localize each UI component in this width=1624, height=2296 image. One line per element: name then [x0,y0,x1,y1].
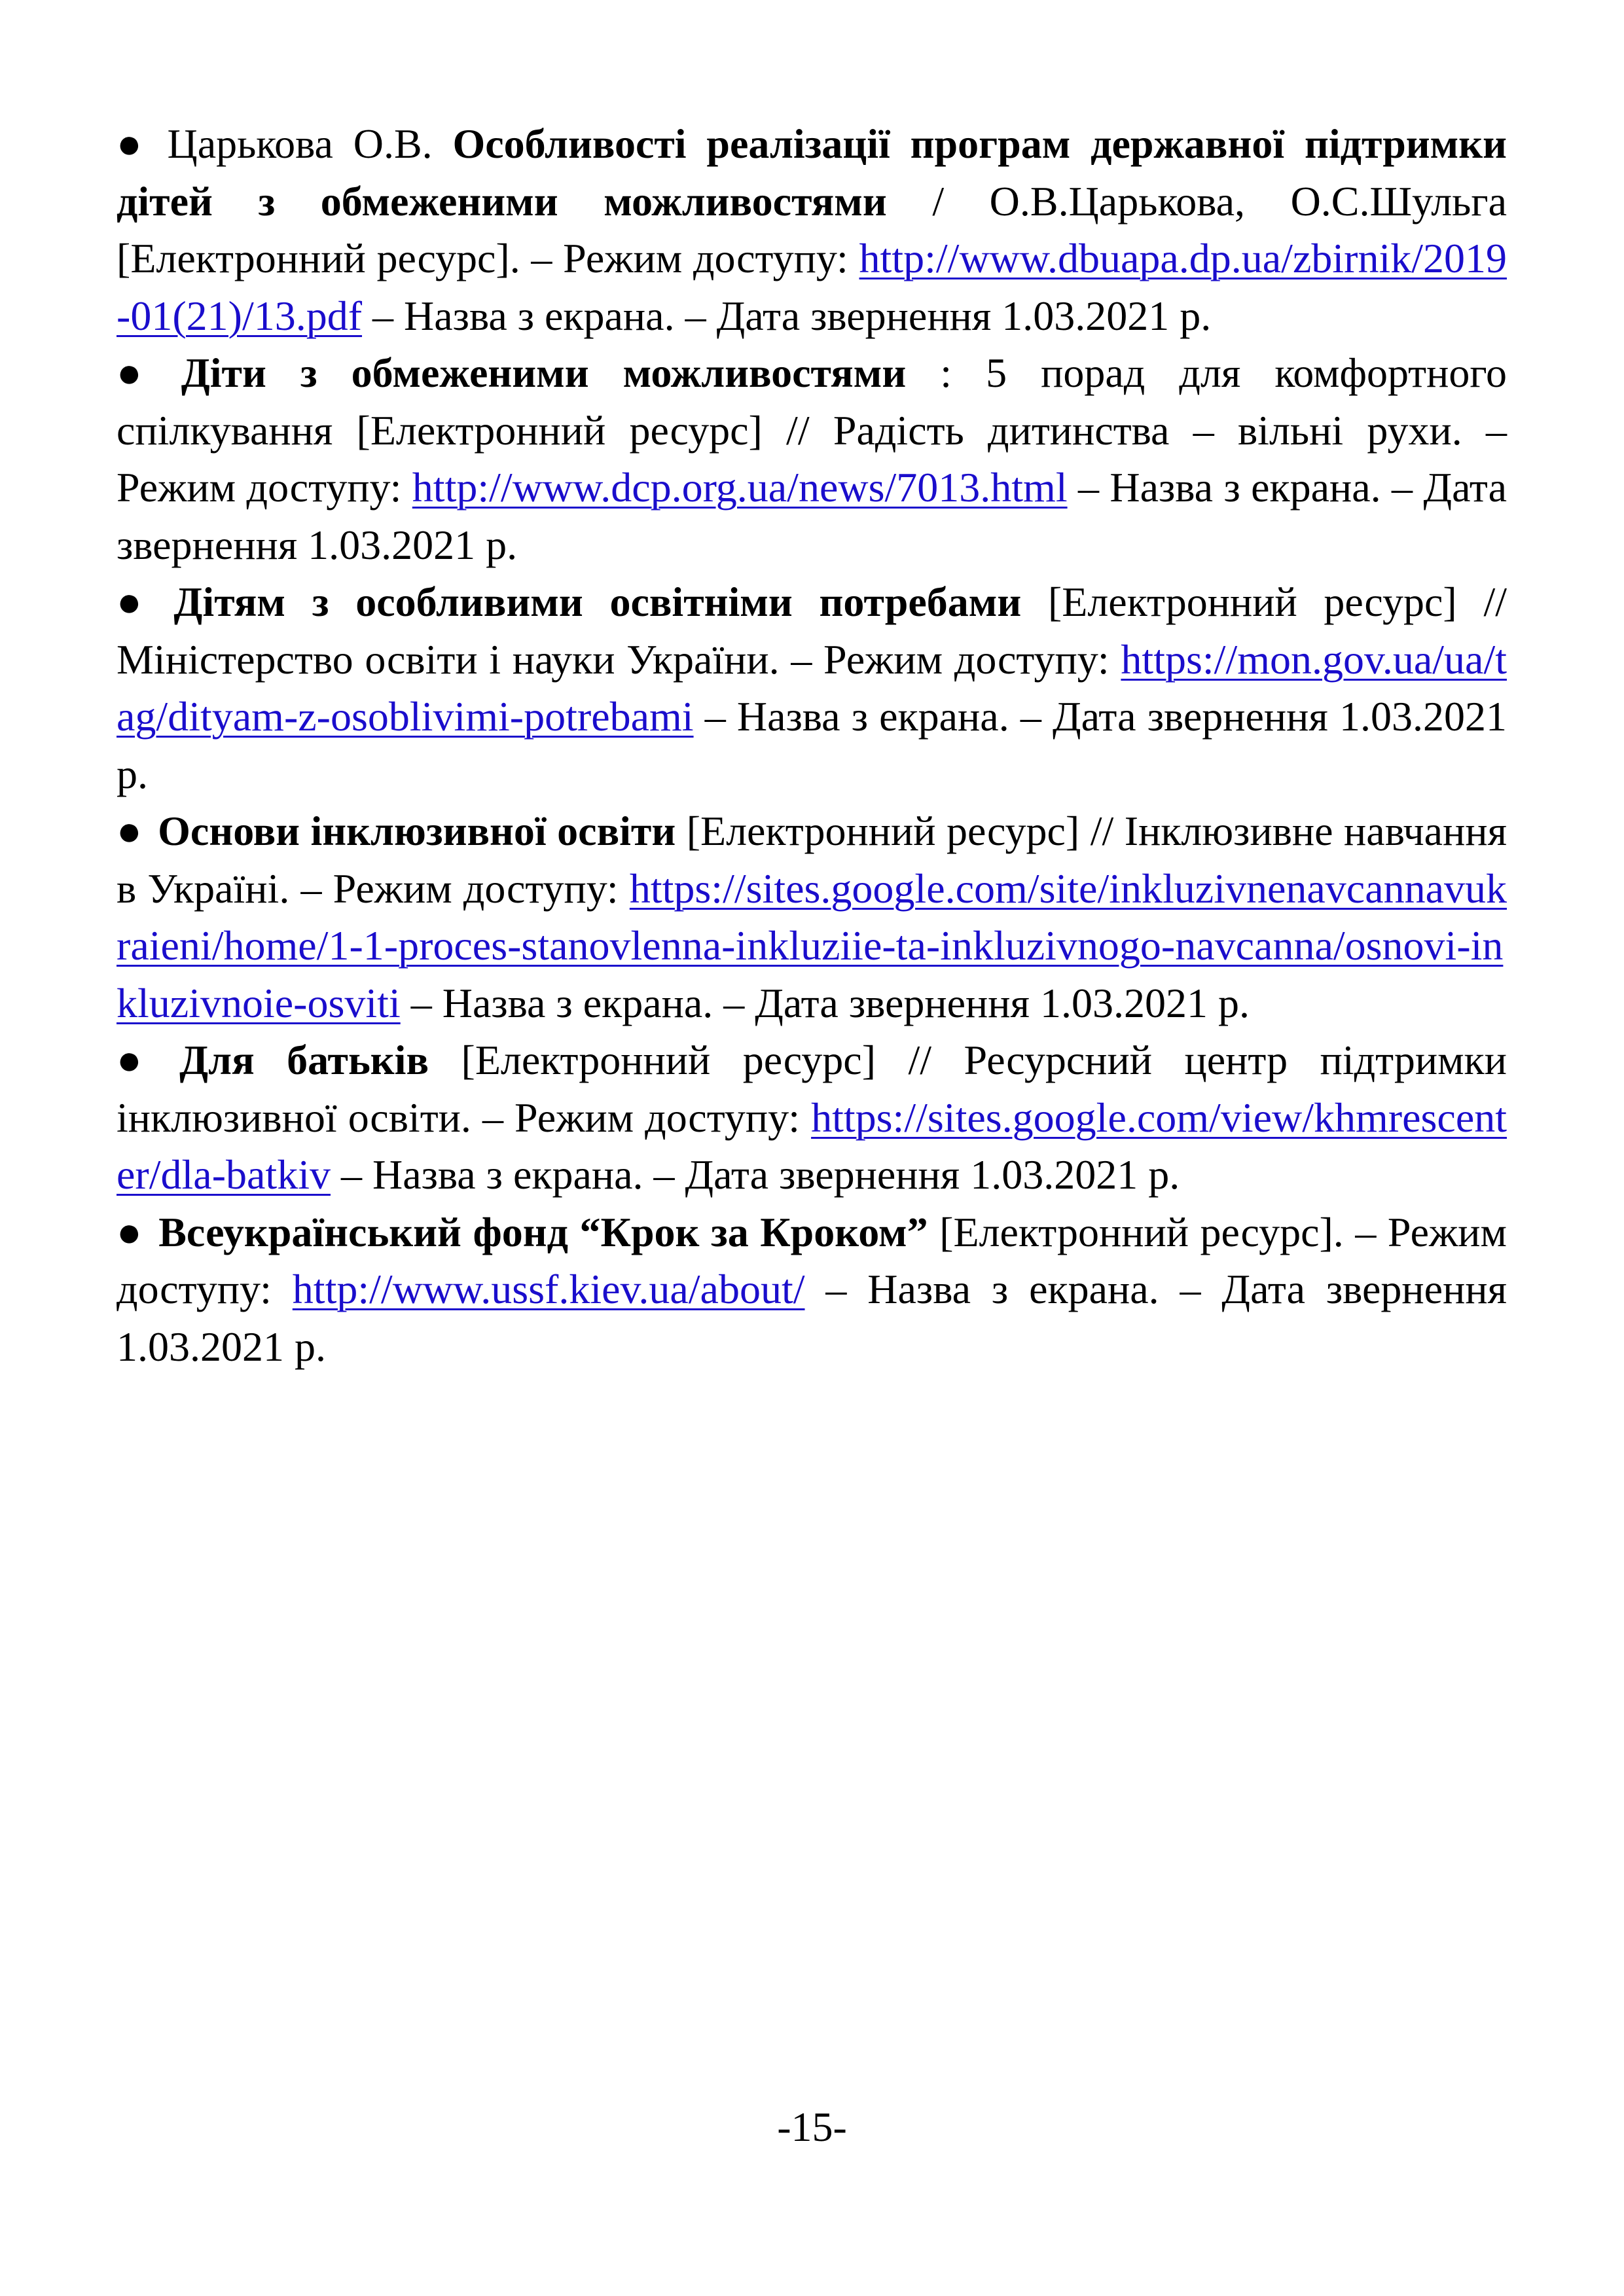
reference-tail: – Назва з екрана. – Дата звернення 1.03.2021 р. [330,1151,1180,1198]
reference-details: [Електронний ресурс] // Ресурсний центр підтримки інклюзивної освіти. – Режим доступу: [117,1037,1507,1141]
reference-details: [Електронний ресурс] // Міністерство освіти і науки України. – Режим доступу: [117,579,1507,683]
reference-details: [Електронний ресурс] // Інклюзивне навчання в Україні. – Режим доступу: [117,808,1507,912]
bullet-icon: ● [117,120,152,167]
reference-tail: – Назва з екрана. – Дата звернення 1.03.2021 р. [117,1266,1507,1370]
bullet-icon: ● [117,808,143,854]
reference-item [117,1031,1507,1204]
reference-link[interactable]: http://www.ussf.kiev.ua/about/ [292,1266,805,1312]
reference-title: Основи інклюзивної освіти [158,808,676,854]
bullet-icon: ● [117,1208,143,1255]
reference-list [117,115,1507,1375]
bullet-icon: ● [117,1037,164,1083]
reference-link[interactable]: http://www.dbuapa.dp.ua/zbirnik/2019-01(21)/13.pdf [117,235,1507,339]
reference-link[interactable]: https://mon.gov.ua/ua/tag/dityam-z-osoblivimi-potrebami [117,636,1507,740]
reference-item [117,573,1507,802]
bullet-icon: ● [117,579,158,625]
bullet-icon: ● [117,350,166,396]
reference-item [117,802,1507,1031]
reference-title: Для батьків [179,1037,429,1083]
reference-details: / О.В.Царькова, О.С.Шульга [Електронний ресурс]. – Режим доступу: [117,177,1507,281]
page-number: -15- [777,2104,847,2150]
reference-tail: – Назва з екрана. – Дата звернення 1.03.2021 р. [117,464,1507,568]
reference-item [117,115,1507,344]
reference-item [117,344,1507,573]
reference-tail: – Назва з екрана. – Дата звернення 1.03.2021 р. [362,292,1212,339]
reference-tail: – Назва з екрана. – Дата звернення 1.03.2021 р. [117,693,1507,797]
reference-link[interactable]: https://sites.google.com/view/khmrescenter/dla-batkiv [117,1094,1507,1198]
reference-details: [Електронний ресурс]. – Режим доступу: [117,1208,1507,1312]
reference-tail: – Назва з екрана. – Дата звернення 1.03.2021 р. [400,979,1250,1026]
reference-item [117,1204,1507,1376]
reference-title: Особливості реалізації програм державної підтримки дітей з обмеженими можливостями [117,120,1507,224]
reference-title: Всеукраїнський фонд “Крок за Кроком” [158,1208,928,1255]
reference-link[interactable]: https://sites.google.com/site/inkluzivnenavcannavukraieni/home/1-1-proces-stanovlenna-inkluziie-ta-inkluzivnogo-navcanna/osnovi-inkluzivnoie-osviti [117,865,1507,1026]
reference-title: Дітям з особливими освітніми потребами [173,579,1022,625]
reference-link[interactable]: http://www.dcp.org.ua/news/7013.html [412,464,1068,511]
reference-title: Діти з обмеженими можливостями [181,350,907,396]
reference-author: Царькова О.В. [167,120,433,167]
reference-details: : 5 порад для комфортного спілкування [Електронний ресурс] // Радість дитинства – вільні рухи. – Режим доступу: [117,350,1507,511]
